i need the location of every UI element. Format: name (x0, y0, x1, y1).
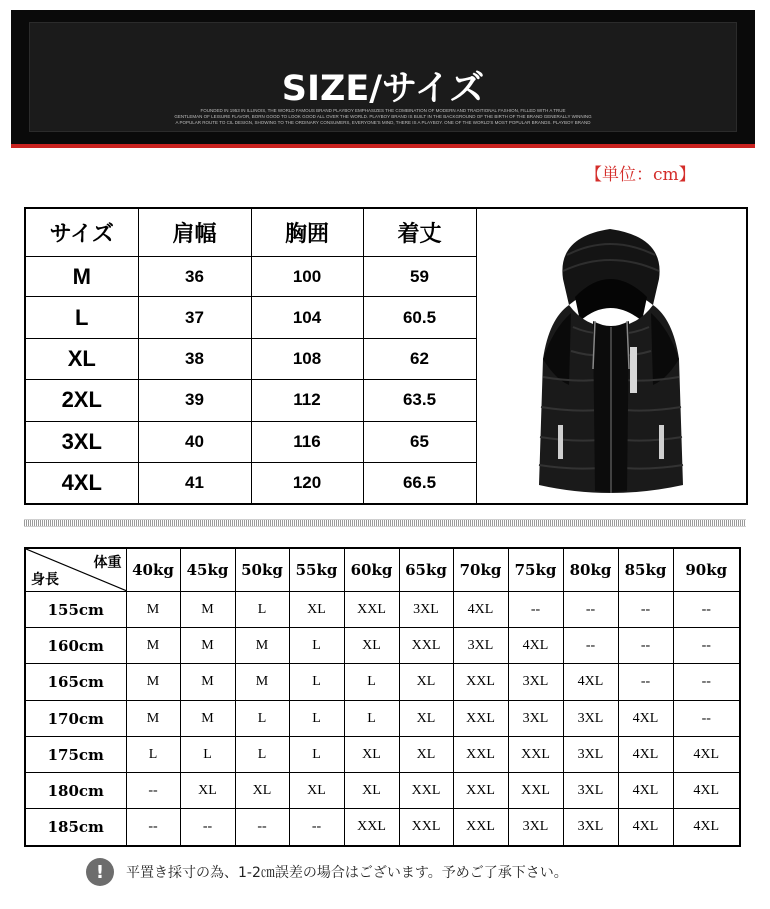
size-recommendation-cell: -- (618, 592, 673, 628)
shoulder-cell: 41 (138, 463, 251, 504)
shoulder-cell: 37 (138, 297, 251, 338)
shoulder-cell: 36 (138, 256, 251, 296)
corner-weight-label: 体重 (93, 555, 122, 571)
size-recommendation-cell: -- (673, 701, 740, 737)
length-cell: 63.5 (363, 380, 476, 421)
size-recommendation-cell: XXL (453, 809, 508, 846)
weight-header: 90kg (673, 548, 740, 592)
size-recommendation-cell: -- (618, 628, 673, 664)
size-recommendation-cell: XL (289, 592, 344, 628)
height-cell: 155cm (25, 592, 126, 628)
header-banner (11, 10, 755, 148)
banner-subtitle-line: GENTLEMAN OF LEISURE FLAVOR, BORN GOOD TO LOOK GOOD ALL OVER THE WORLD. PLAYBOY BRAND IS BUILT IN THE BACKGROUND OF THE BIRTH OF THE BRAND GENERALLY WINNING (174, 114, 592, 119)
length-cell: 60.5 (363, 297, 476, 338)
height-row (25, 773, 740, 809)
size-recommendation-cell: -- (673, 628, 740, 664)
chest-cell: 100 (251, 256, 363, 296)
size-recommendation-cell: -- (508, 592, 563, 628)
banner-subtitle-line: FOUNDED IN 1953 IN ILLINOIS, THE WORLD FAMOUS BRAND PLAYBOY EMPHASIZES THE COMBINATION OF MODERN AND TRADITIONAL FASHION, FILLED WITH A TRUE (200, 108, 566, 113)
chest-cell: 116 (251, 421, 363, 462)
corner-height-label: 身長 (31, 572, 59, 588)
size-recommendation-cell: 4XL (618, 737, 673, 773)
shoulder-cell: 38 (138, 338, 251, 379)
height-cell: 175cm (25, 737, 126, 773)
weight-height-body (25, 592, 740, 846)
size-recommendation-cell: 4XL (673, 809, 740, 846)
size-recommendation-cell: L (344, 701, 399, 737)
size-recommendation-cell: XXL (508, 737, 563, 773)
size-recommendation-cell: 3XL (399, 592, 453, 628)
weight-height-table (24, 547, 741, 847)
size-recommendation-cell: L (289, 664, 344, 701)
weight-header: 40kg (126, 548, 180, 592)
size-cell: 3XL (25, 421, 138, 462)
size-recommendation-cell: -- (180, 809, 235, 846)
size-recommendation-cell: -- (673, 592, 740, 628)
height-cell: 185cm (25, 809, 126, 846)
size-recommendation-cell: 4XL (508, 628, 563, 664)
size-recommendation-cell: M (235, 664, 289, 701)
size-recommendation-cell: XXL (344, 592, 399, 628)
weight-header: 80kg (563, 548, 618, 592)
size-recommendation-cell: L (126, 737, 180, 773)
size-recommendation-cell: XXL (508, 773, 563, 809)
size-recommendation-cell: XXL (453, 773, 508, 809)
size-recommendation-cell: 3XL (563, 737, 618, 773)
size-recommendation-cell: L (289, 701, 344, 737)
height-cell: 170cm (25, 701, 126, 737)
height-row (25, 592, 740, 628)
vest-icon (477, 209, 746, 499)
length-cell: 65 (363, 421, 476, 462)
height-row (25, 701, 740, 737)
length-cell: 66.5 (363, 463, 476, 504)
height-row (25, 628, 740, 664)
header-size: サイズ (25, 208, 138, 256)
height-cell: 165cm (25, 664, 126, 701)
size-recommendation-cell: M (180, 628, 235, 664)
size-recommendation-cell: XL (399, 701, 453, 737)
size-recommendation-cell: -- (126, 809, 180, 846)
size-recommendation-cell: XL (344, 628, 399, 664)
chest-cell: 120 (251, 463, 363, 504)
size-recommendation-cell: XXL (344, 809, 399, 846)
size-recommendation-cell: XXL (399, 628, 453, 664)
size-recommendation-cell: XL (180, 773, 235, 809)
size-recommendation-cell: 3XL (508, 809, 563, 846)
size-recommendation-cell: 4XL (673, 737, 740, 773)
header-shoulder: 肩幅 (138, 208, 251, 256)
size-recommendation-cell: 4XL (673, 773, 740, 809)
size-recommendation-cell: L (235, 592, 289, 628)
weight-header: 65kg (399, 548, 453, 592)
weight-header: 60kg (344, 548, 399, 592)
height-row (25, 809, 740, 846)
size-cell: L (25, 297, 138, 338)
size-recommendation-cell: M (180, 592, 235, 628)
size-table (24, 207, 748, 505)
size-recommendation-cell: XXL (453, 664, 508, 701)
note-text: 平置き採寸の為、1-2㎝誤差の場合はございます。予めご了承下さい。 (126, 865, 568, 881)
header-chest: 胸囲 (251, 208, 363, 256)
size-recommendation-cell: -- (289, 809, 344, 846)
header-length: 着丈 (363, 208, 476, 256)
banner-title: SIZE/サイズ (281, 69, 485, 109)
size-recommendation-cell: 3XL (453, 628, 508, 664)
height-cell: 180cm (25, 773, 126, 809)
size-recommendation-cell: M (126, 664, 180, 701)
size-recommendation-cell: M (126, 628, 180, 664)
size-recommendation-cell: XL (235, 773, 289, 809)
shoulder-cell: 39 (138, 380, 251, 421)
section-divider (24, 519, 746, 527)
product-image (476, 208, 747, 504)
size-recommendation-cell: XL (399, 664, 453, 701)
size-recommendation-cell: -- (235, 809, 289, 846)
size-recommendation-cell: XXL (399, 809, 453, 846)
size-recommendation-cell: L (344, 664, 399, 701)
size-recommendation-cell: L (180, 737, 235, 773)
size-recommendation-cell: 3XL (508, 701, 563, 737)
height-cell: 160cm (25, 628, 126, 664)
size-recommendation-cell: M (180, 664, 235, 701)
size-recommendation-cell: XXL (453, 737, 508, 773)
weight-header-row (25, 548, 740, 592)
size-recommendation-cell: -- (563, 592, 618, 628)
chest-cell: 112 (251, 380, 363, 421)
size-cell: 4XL (25, 463, 138, 504)
size-recommendation-cell: XL (289, 773, 344, 809)
banner-subtitle-line: A POPULAR ROUTE TO CIL DESIGN, SHOWING TO THE ORDINARY CONSUMERS, EVERYONE'S MIND, THERE IS A PLAYBOY. ONE OF THE WORLD'S MOST POPULAR BRANDS. PLAYBOY BRAND (175, 120, 591, 125)
size-recommendation-cell: M (235, 628, 289, 664)
weight-header: 50kg (235, 548, 289, 592)
chest-cell: 108 (251, 338, 363, 379)
size-recommendation-cell: 4XL (618, 701, 673, 737)
size-recommendation-cell: XL (344, 773, 399, 809)
height-row (25, 664, 740, 701)
size-recommendation-cell: L (289, 628, 344, 664)
size-recommendation-cell: XXL (453, 701, 508, 737)
size-recommendation-cell: -- (673, 664, 740, 701)
banner-frame (29, 22, 737, 132)
shoulder-cell: 40 (138, 421, 251, 462)
unit-label: 【単位：cm】 (585, 165, 696, 185)
size-recommendation-cell: M (126, 701, 180, 737)
size-recommendation-cell: 3XL (563, 773, 618, 809)
size-table-header-row (25, 208, 747, 256)
size-recommendation-cell: -- (618, 664, 673, 701)
weight-header: 85kg (618, 548, 673, 592)
size-recommendation-cell: 4XL (453, 592, 508, 628)
size-recommendation-cell: L (235, 737, 289, 773)
size-recommendation-cell: 4XL (618, 773, 673, 809)
size-cell: XL (25, 338, 138, 379)
size-recommendation-cell: 3XL (563, 809, 618, 846)
weight-header: 55kg (289, 548, 344, 592)
measurement-note (86, 857, 568, 887)
length-cell: 62 (363, 338, 476, 379)
banner-subtitle (160, 108, 606, 126)
size-recommendation-cell: 4XL (618, 809, 673, 846)
size-recommendation-cell: 4XL (563, 664, 618, 701)
size-recommendation-cell: 3XL (563, 701, 618, 737)
weight-header: 70kg (453, 548, 508, 592)
size-cell: M (25, 256, 138, 296)
size-recommendation-cell: 3XL (508, 664, 563, 701)
size-recommendation-cell: XL (399, 737, 453, 773)
corner-cell (25, 548, 126, 592)
size-recommendation-cell: M (126, 592, 180, 628)
size-recommendation-cell: XXL (399, 773, 453, 809)
chest-cell: 104 (251, 297, 363, 338)
size-recommendation-cell: L (289, 737, 344, 773)
length-cell: 59 (363, 256, 476, 296)
size-recommendation-cell: M (180, 701, 235, 737)
weight-header: 75kg (508, 548, 563, 592)
size-cell: 2XL (25, 380, 138, 421)
size-recommendation-cell: -- (563, 628, 618, 664)
size-recommendation-cell: L (235, 701, 289, 737)
size-recommendation-cell: -- (126, 773, 180, 809)
height-row (25, 737, 740, 773)
weight-header: 45kg (180, 548, 235, 592)
exclamation-icon: ! (86, 858, 114, 886)
size-recommendation-cell: XL (344, 737, 399, 773)
